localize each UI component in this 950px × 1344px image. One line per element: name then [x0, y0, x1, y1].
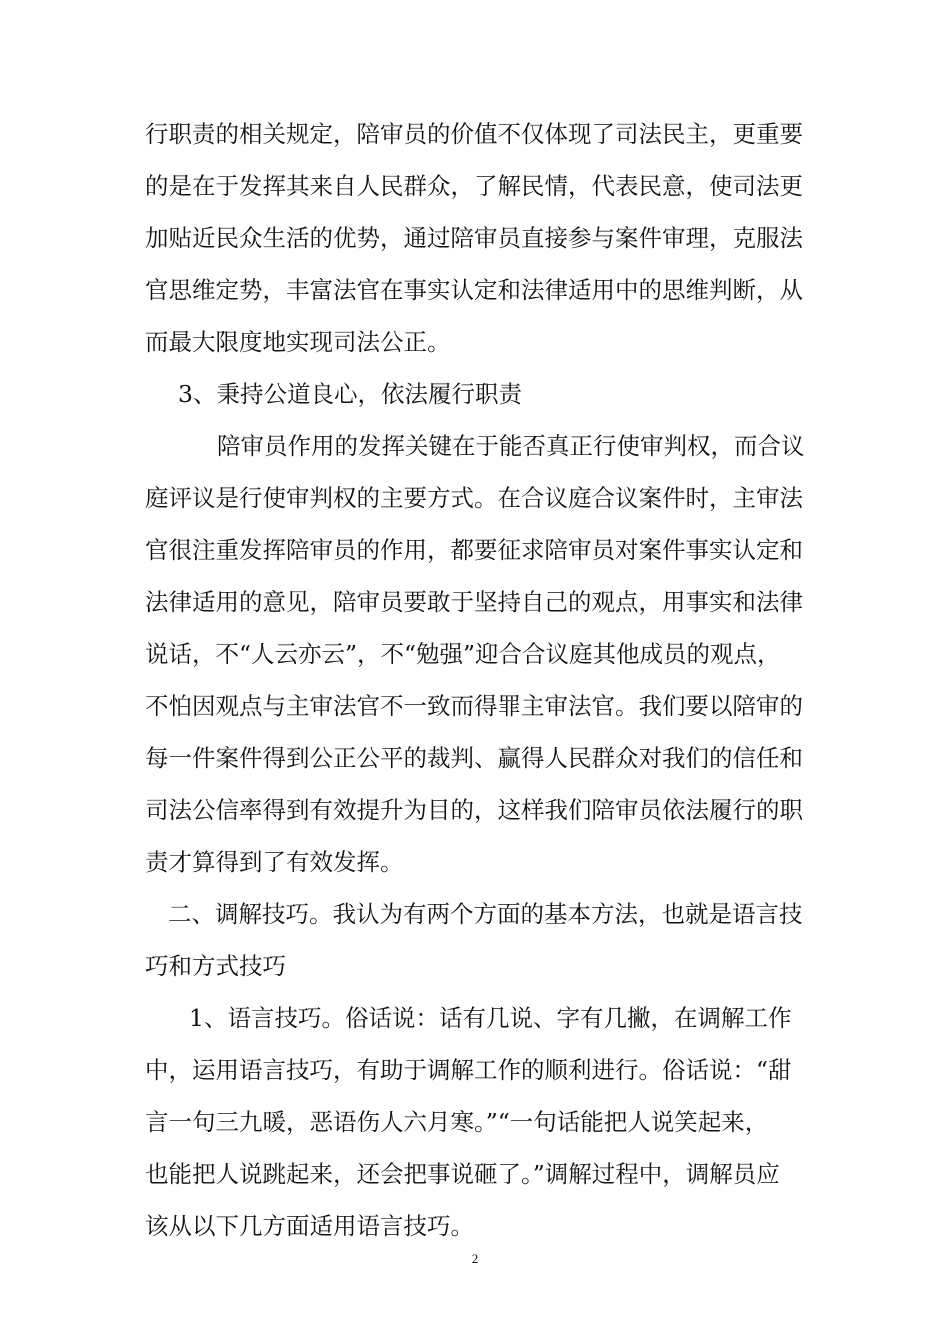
text-line: 说话，不“人云亦云”，不“勉强”迎合合议庭其他成员的观点， [145, 640, 781, 668]
section-heading: 二、调解技巧。我认为有两个方面的基本方法，也就是语言技 [168, 900, 803, 928]
page-number: 2 [471, 1251, 479, 1266]
text-line: 而最大限度地实现司法公正。 [145, 328, 451, 356]
text-line: 言一句三九暖，恶语伤人六月寒。”“一句话能把人说笑起来， [145, 1108, 769, 1136]
text-line: 行职责的相关规定，陪审员的价值不仅体现了司法民主，更重要 [145, 120, 803, 148]
text-line: 加贴近民众生活的优势，通过陪审员直接参与案件审理，克服法 [145, 224, 803, 252]
text-line: 官思维定势，丰富法官在事实认定和法律适用中的思维判断，从 [145, 276, 803, 304]
text-line: 该从以下几方面适用语言技巧。 [145, 1212, 474, 1240]
text-line: 每一件案件得到公正公平的裁判、赢得人民群众对我们的信任和 [145, 744, 803, 772]
text-line: 不怕因观点与主审法官不一致而得罪主审法官。我们要以陪审的 [145, 692, 803, 720]
text-line: 庭评议是行使审判权的主要方式。在合议庭合议案件时，主审法 [145, 484, 803, 512]
text-line: 责才算得到了有效发挥。 [145, 848, 404, 876]
text-line: 中，运用语言技巧，有助于调解工作的顺利进行。俗话说：“甜 [145, 1056, 792, 1084]
text-line: 也能把人说跳起来，还会把事说砸了。”调解过程中，调解员应 [145, 1160, 780, 1188]
text-line: 司法公信率得到有效提升为目的，这样我们陪审员依法履行的职 [145, 796, 803, 824]
text-line: 1、语言技巧。俗话说：话有几说、字有几撇，在调解工作 [189, 1004, 792, 1032]
section-heading: 3、秉持公道良心，依法履行职责 [178, 380, 522, 408]
text-line: 的是在于发挥其来自人民群众，了解民情，代表民意，使司法更 [145, 172, 803, 200]
text-line: 陪审员作用的发挥关键在于能否真正行使审判权，而合议 [217, 432, 805, 460]
text-line: 官很注重发挥陪审员的作用，都要征求陪审员对案件事实认定和 [145, 536, 803, 564]
text-line: 巧和方式技巧 [145, 952, 286, 980]
text-line: 法律适用的意见，陪审员要敢于坚持自己的观点，用事实和法律 [145, 588, 803, 616]
